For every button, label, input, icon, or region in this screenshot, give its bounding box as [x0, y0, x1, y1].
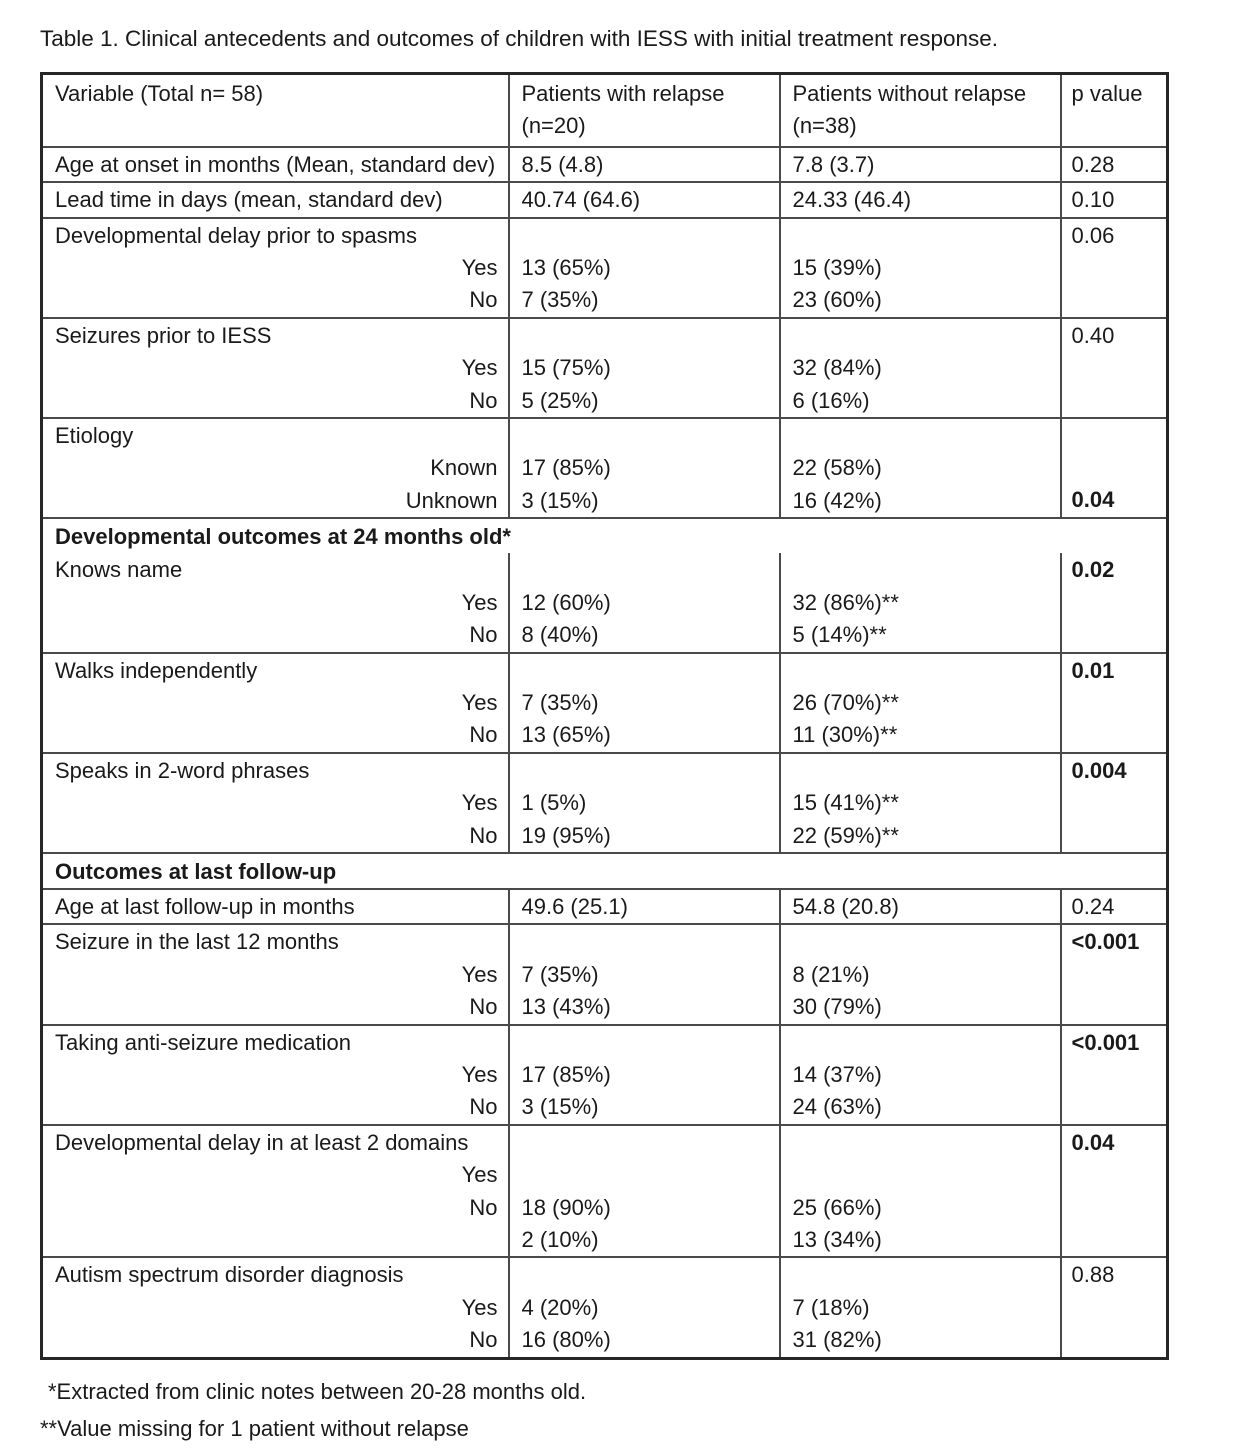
relapse-value: 7 (35%)	[521, 961, 599, 987]
row-label: Age at last follow-up in months	[55, 893, 355, 919]
no-relapse-value: 7 (18%)	[792, 1294, 870, 1320]
no-relapse-value: 31 (82%)	[792, 1327, 882, 1353]
sub-label-yes: Yes	[461, 255, 498, 281]
table-row	[42, 182, 1168, 217]
sub-label-yes: Yes	[461, 1162, 498, 1188]
no-relapse-value: 22 (58%)	[792, 455, 882, 481]
p-value: 0.04	[1071, 486, 1115, 512]
relapse-value: 5 (25%)	[521, 387, 599, 413]
table-header-row	[42, 74, 1168, 147]
relapse-value: 13 (43%)	[521, 994, 611, 1020]
p-value: 0.24	[1071, 893, 1115, 919]
sub-label-yes: Yes	[461, 355, 498, 381]
relapse-value: 18 (90%)	[521, 1194, 611, 1220]
no-relapse-value: 32 (84%)	[792, 355, 882, 381]
table-row	[42, 553, 1168, 652]
no-relapse-value: 54.8 (20.8)	[792, 893, 899, 919]
relapse-value: 3 (15%)	[521, 1094, 599, 1120]
table-row	[42, 1257, 1168, 1358]
relapse-value: 8.5 (4.8)	[521, 151, 604, 177]
row-label: Taking anti-seizure medication	[55, 1029, 351, 1055]
relapse-value: 49.6 (25.1)	[521, 893, 628, 919]
relapse-value: 17 (85%)	[521, 1061, 611, 1087]
sub-label-yes: Yes	[461, 961, 498, 987]
sub-label-no: No	[469, 287, 498, 313]
no-relapse-value: 13 (34%)	[792, 1226, 882, 1252]
row-label: Autism spectrum disorder diagnosis	[55, 1262, 404, 1288]
sub-label-known: Known	[430, 455, 498, 481]
table-row	[42, 924, 1168, 1024]
p-value: <0.001	[1071, 929, 1140, 955]
p-value: 0.004	[1071, 757, 1127, 783]
row-label: Seizure in the last 12 months	[55, 929, 339, 955]
relapse-value: 19 (95%)	[521, 822, 611, 848]
section-row	[42, 518, 1168, 553]
no-relapse-value: 23 (60%)	[792, 287, 882, 313]
p-value: <0.001	[1071, 1029, 1140, 1055]
sub-label-yes: Yes	[461, 689, 498, 715]
no-relapse-value: 15 (41%)**	[792, 790, 899, 816]
no-relapse-value: 6 (16%)	[792, 387, 870, 413]
column-header-relapse: Patients with relapse (n=20)	[521, 81, 725, 139]
relapse-value: 12 (60%)	[521, 589, 611, 615]
relapse-value: 2 (10%)	[521, 1226, 599, 1252]
row-label: Developmental delay prior to spasms	[55, 222, 417, 248]
column-header-no-relapse: Patients without relapse (n=38)	[792, 81, 1027, 139]
row-label: Seizures prior to IESS	[55, 322, 272, 348]
relapse-value: 15 (75%)	[521, 355, 611, 381]
sub-label-no: No	[469, 822, 498, 848]
no-relapse-value: 16 (42%)	[792, 487, 882, 513]
table-row	[42, 753, 1168, 853]
sub-label-no: No	[469, 1327, 498, 1353]
sub-label-yes: Yes	[461, 790, 498, 816]
no-relapse-value: 14 (37%)	[792, 1061, 882, 1087]
p-value: 0.10	[1071, 187, 1115, 213]
sub-label-no: No	[469, 1194, 498, 1220]
no-relapse-value: 24 (63%)	[792, 1094, 882, 1120]
row-label: Walks independently	[55, 657, 258, 683]
p-value: 0.40	[1071, 322, 1115, 348]
relapse-value: 1 (5%)	[521, 790, 587, 816]
table-row	[42, 418, 1168, 518]
table-caption: Table 1. Clinical antecedents and outcomes of children with IESS with initial treatment response.	[40, 26, 999, 51]
relapse-value: 7 (35%)	[521, 287, 599, 313]
no-relapse-value: 24.33 (46.4)	[792, 187, 912, 213]
sub-label-no: No	[469, 622, 498, 648]
relapse-value: 16 (80%)	[521, 1327, 611, 1353]
relapse-value: 13 (65%)	[521, 722, 611, 748]
relapse-value: 17 (85%)	[521, 455, 611, 481]
no-relapse-value: 7.8 (3.7)	[792, 151, 875, 177]
table-row	[42, 889, 1168, 924]
table-row	[42, 318, 1168, 418]
footnote-double-asterisk: **Value missing for 1 patient without relapse	[40, 1415, 469, 1441]
relapse-value: 3 (15%)	[521, 487, 599, 513]
sub-label-yes: Yes	[461, 589, 498, 615]
no-relapse-value: 8 (21%)	[792, 961, 870, 987]
relapse-value: 7 (35%)	[521, 689, 599, 715]
no-relapse-value: 11 (30%)**	[792, 722, 898, 748]
column-header-pvalue: p value	[1071, 81, 1143, 106]
relapse-value: 8 (40%)	[521, 622, 599, 648]
no-relapse-value: 25 (66%)	[792, 1194, 882, 1220]
footnote-single-asterisk: *Extracted from clinic notes between 20-28 months old.	[48, 1378, 587, 1404]
sub-label-yes: Yes	[461, 1061, 498, 1087]
no-relapse-value: 22 (59%)**	[792, 822, 899, 848]
table-row	[42, 1125, 1168, 1258]
sub-label-no: No	[469, 994, 498, 1020]
row-label: Age at onset in months (Mean, standard dev)	[55, 151, 496, 177]
table-row	[42, 147, 1168, 182]
row-label: Knows name	[55, 557, 183, 583]
row-label: Speaks in 2-word phrases	[55, 757, 310, 783]
relapse-value: 40.74 (64.6)	[521, 187, 641, 213]
no-relapse-value: 26 (70%)**	[792, 689, 899, 715]
clinical-outcomes-table	[40, 72, 1169, 1360]
relapse-value: 13 (65%)	[521, 255, 611, 281]
p-value: 0.28	[1071, 151, 1115, 177]
column-header-variable: Variable (Total n= 58)	[55, 81, 264, 106]
sub-label-unknown: Unknown	[405, 487, 498, 513]
table-row	[42, 218, 1168, 318]
table-row	[42, 653, 1168, 753]
row-label: Developmental delay in at least 2 domains	[55, 1129, 469, 1155]
table-row	[42, 1025, 1168, 1125]
p-value: 0.01	[1071, 657, 1115, 683]
p-value: 0.04	[1071, 1129, 1115, 1155]
section-header: Outcomes at last follow-up	[55, 858, 337, 884]
no-relapse-value: 5 (14%)**	[792, 622, 887, 648]
sub-label-no: No	[469, 722, 498, 748]
sub-label-yes: Yes	[461, 1294, 498, 1320]
no-relapse-value: 32 (86%)**	[792, 589, 899, 615]
p-value: 0.06	[1071, 222, 1115, 248]
sub-label-no: No	[469, 1094, 498, 1120]
sub-label-no: No	[469, 387, 498, 413]
row-label: Etiology	[55, 423, 134, 449]
section-row	[42, 853, 1168, 889]
section-header: Developmental outcomes at 24 months old*	[55, 524, 511, 550]
relapse-value: 4 (20%)	[521, 1294, 599, 1320]
row-label: Lead time in days (mean, standard dev)	[55, 187, 443, 213]
footnotes	[40, 1373, 1208, 1447]
p-value: 0.88	[1071, 1262, 1115, 1288]
no-relapse-value: 15 (39%)	[792, 255, 882, 281]
no-relapse-value: 30 (79%)	[792, 994, 882, 1020]
p-value: 0.02	[1071, 557, 1115, 583]
